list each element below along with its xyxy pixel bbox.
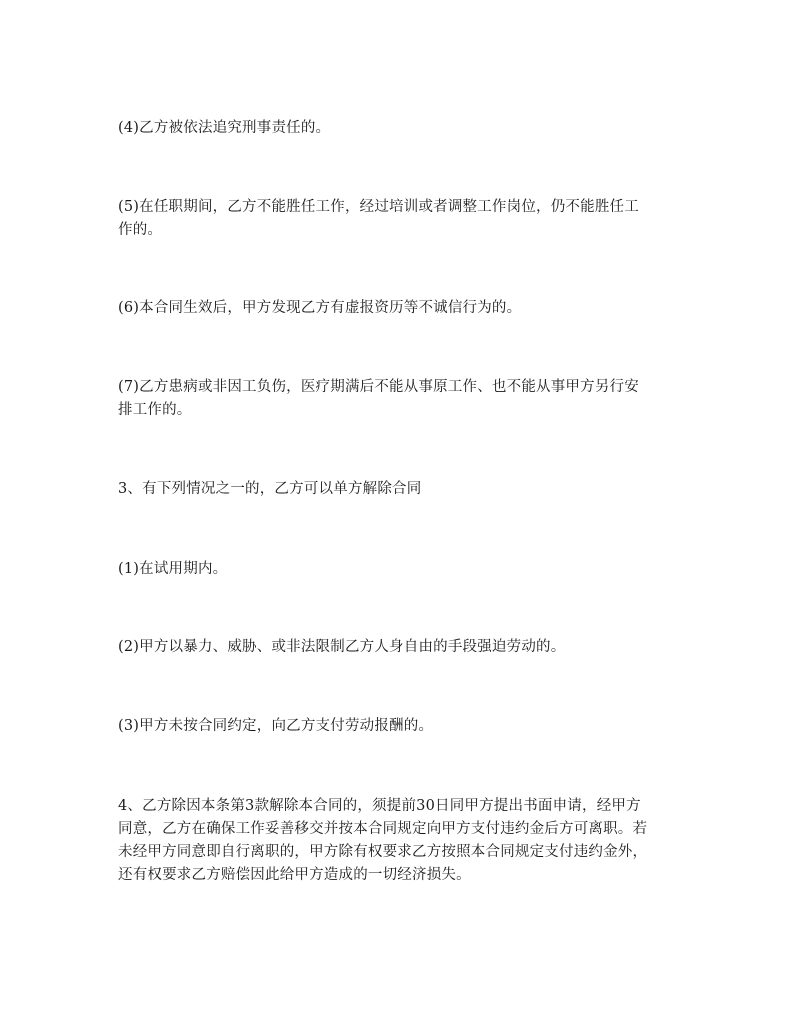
paragraph-section-4 (118, 795, 688, 887)
paragraph-clause-5 (118, 196, 688, 242)
paragraph-line: 作的。 (118, 222, 163, 238)
paragraph-line: 4、乙方除因本条第3款解除本合同的，须提前30日同甲方提出书面申请，经甲方 (118, 798, 641, 814)
paragraph-line: (2)甲方以暴力、威胁、或非法限制乙方人身自由的手段强迫劳动的。 (118, 639, 566, 655)
paragraph-line: 同意，乙方在确保工作妥善移交并按本合同规定向甲方支付违约金后方可离职。若 (118, 821, 648, 837)
paragraph-line: 3、有下列情况之一的，乙方可以单方解除合同 (118, 481, 422, 497)
paragraph-item-1 (118, 558, 688, 581)
paragraph-line: (5)在任职期间，乙方不能胜任工作，经过培训或者调整工作岗位，仍不能胜任工 (118, 199, 639, 215)
paragraph-clause-6 (118, 297, 688, 320)
paragraph-line: 还有权要求乙方赔偿因此给甲方造成的一切经济损失。 (118, 867, 471, 883)
paragraph-line: (3)甲方未按合同约定，向乙方支付劳动报酬的。 (118, 718, 434, 734)
paragraph-line: (4)乙方被依法追究刑事责任的。 (118, 120, 331, 136)
paragraph-line: (1)在试用期内。 (118, 561, 228, 577)
paragraph-line: (6)本合同生效后，甲方发现乙方有虚报资历等不诚信行为的。 (118, 300, 522, 316)
paragraph-clause-7 (118, 376, 688, 422)
paragraph-line: (7)乙方患病或非因工负伤，医疗期满后不能从事原工作、也不能从事甲方另行安 (118, 379, 639, 395)
paragraph-section-3 (118, 478, 688, 501)
paragraph-item-3 (118, 715, 688, 738)
paragraph-clause-4 (118, 117, 688, 140)
paragraph-line: 排工作的。 (118, 402, 192, 418)
paragraph-item-2 (118, 636, 688, 659)
paragraph-line: 未经甲方同意即自行离职的，甲方除有权要求乙方按照本合同规定支付违约金外， (118, 844, 648, 860)
